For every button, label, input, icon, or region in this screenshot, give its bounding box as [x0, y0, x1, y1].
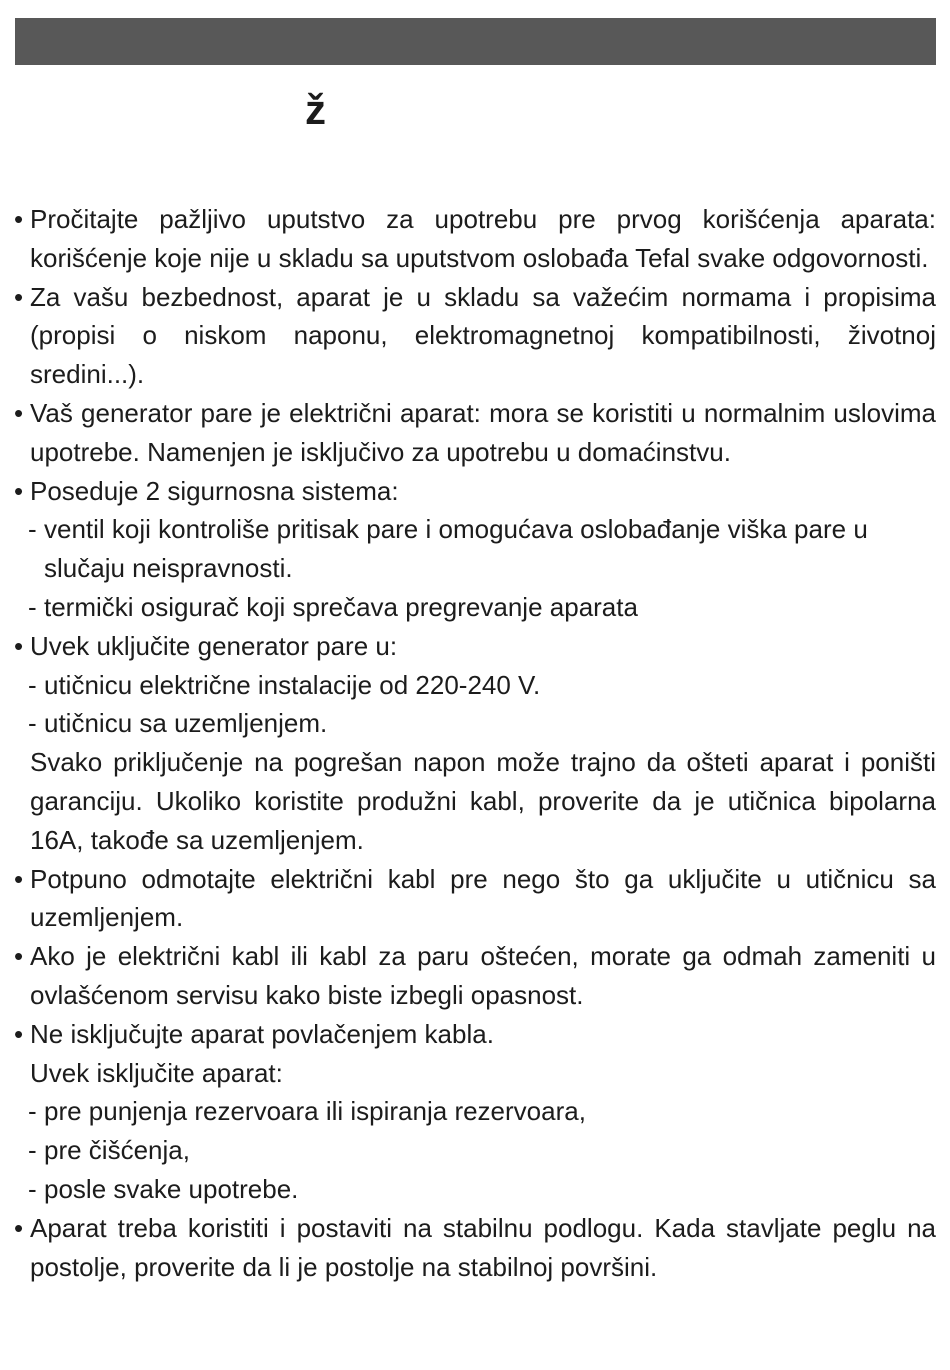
instruction-item [14, 627, 936, 666]
dash-icon: - [28, 1135, 37, 1166]
sub-item [14, 1131, 936, 1170]
instruction-item [14, 1015, 936, 1054]
bullet-icon: • [14, 281, 24, 312]
bullet-icon: • [14, 941, 24, 972]
sub-item [14, 510, 936, 588]
sub-item [14, 1092, 936, 1131]
paragraph [14, 1054, 936, 1093]
instruction-text: Poseduje 2 sigurnosna sistema: [30, 475, 399, 506]
instruction-text: Uvek uključite generator pare u: [30, 630, 398, 661]
sub-item [14, 588, 936, 627]
sub-item-text: utičnicu sa uzemljenjem. [44, 708, 328, 739]
instruction-text: Ne isključujte aparat povlačenjem kabla. [30, 1018, 494, 1049]
sub-item [14, 666, 936, 705]
sub-item-text: pre čišćenja, [44, 1135, 190, 1166]
instruction-item [14, 860, 936, 938]
dash-icon: - [28, 1096, 37, 1127]
instruction-text: Vaš generator pare je električni aparat: mora se koristiti u normalnim uslovima upotrebe. Namenjen je isključivo za upotrebu u domaćinstvu. [30, 397, 936, 467]
dash-icon: - [28, 708, 37, 739]
instruction-text: Potpuno odmotajte električni kabl pre nego što ga uključite u utičnicu sa uzemljenjem. [30, 863, 936, 933]
instruction-item [14, 394, 936, 472]
sub-item-text: ventil koji kontroliše pritisak pare i omogućava oslobađanje viška pare u slučaju neispravnosti. [44, 514, 868, 584]
page-heading: ž [305, 86, 326, 133]
instruction-item [14, 1209, 936, 1287]
dash-icon: - [28, 514, 37, 545]
paragraph [14, 743, 936, 859]
sub-item-text: posle svake upotrebe. [44, 1173, 299, 1204]
bullet-icon: • [14, 1212, 24, 1243]
bullet-icon: • [14, 863, 24, 894]
sub-item-text: pre punjenja rezervoara ili ispiranja rezervoara, [44, 1096, 586, 1127]
dash-icon: - [28, 1173, 37, 1204]
instruction-text: Aparat treba koristiti i postaviti na stabilnu podlogu. Kada stavljate peglu na postolje, proverite da li je postolje na stabilnoj površini. [30, 1212, 936, 1282]
instruction-item [14, 200, 936, 278]
instruction-text: Za vašu bezbednost, aparat je u skladu sa važećim normama i propisima (propisi o niskom naponu, elektromagnetnoj kompatibilnosti, životnoj sredini...). [30, 281, 936, 390]
instruction-item [14, 472, 936, 511]
bullet-icon: • [14, 475, 24, 506]
sub-item-text: utičnicu električne instalacije od 220-240 V. [44, 669, 541, 700]
sub-item [14, 1170, 936, 1209]
instruction-text: Pročitajte pažljivo uputstvo za upotrebu pre prvog korišćenja aparata: korišćenje koje nije u skladu sa uputstvom oslobađa Tefal svake odgovornosti. [30, 204, 936, 273]
sub-item-text: termički osigurač koji sprečava pregrevanje aparata [44, 591, 638, 622]
instruction-item [14, 937, 936, 1015]
dash-icon: - [28, 669, 37, 700]
paragraph-text: Svako priključenje na pogrešan napon može trajno da ošteti aparat i poništi garanciju. Ukoliko koristite produžni kabl, proverite da je utičnica bipolarna 16A, takođe sa uzemljenjem. [30, 747, 936, 855]
bullet-icon: • [14, 630, 24, 661]
instruction-text: Ako je električni kabl ili kabl za paru oštećen, morate ga odmah zameniti u ovlašćenom servisu kako biste izbegli opasnost. [30, 941, 936, 1010]
safety-instructions [14, 200, 936, 1286]
bullet-icon: • [14, 204, 24, 234]
dash-icon: - [28, 591, 37, 622]
instruction-item [14, 278, 936, 394]
bullet-icon: • [14, 397, 24, 428]
paragraph-text: Uvek isključite aparat: [30, 1057, 283, 1088]
sub-item [14, 704, 936, 743]
header-bar [15, 18, 936, 65]
bullet-icon: • [14, 1018, 24, 1049]
